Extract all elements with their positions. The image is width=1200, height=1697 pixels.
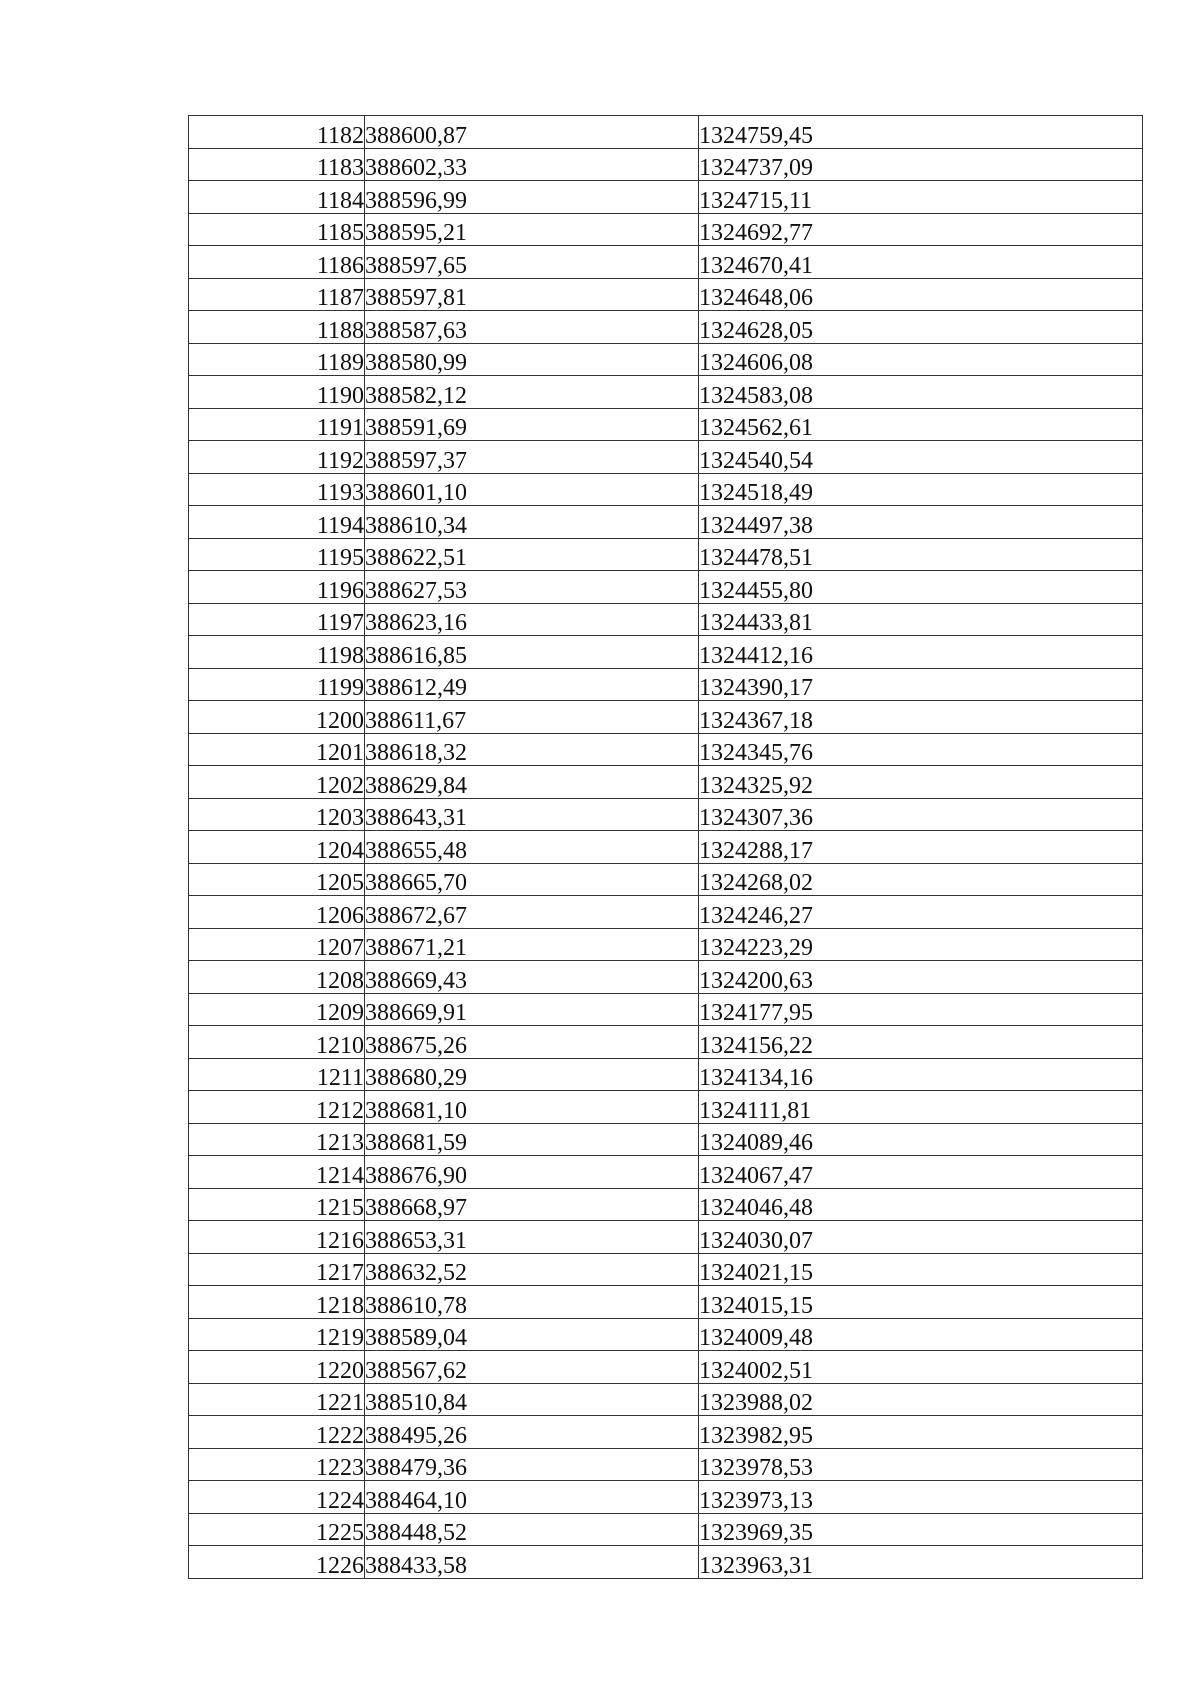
table-row — [189, 408, 1143, 441]
y-coordinate-cell: 1323988,02 — [699, 1383, 1143, 1416]
x-coordinate-cell: 388567,62 — [365, 1351, 699, 1384]
table-row — [189, 668, 1143, 701]
point-number-cell: 1213 — [189, 1123, 365, 1156]
y-coordinate-cell: 1324002,51 — [699, 1351, 1143, 1384]
y-coordinate-cell: 1324692,77 — [699, 213, 1143, 246]
table-row — [189, 636, 1143, 669]
y-coordinate-cell: 1324670,41 — [699, 246, 1143, 279]
table-row — [189, 1156, 1143, 1189]
x-coordinate-cell: 388600,87 — [365, 116, 699, 149]
point-number-cell: 1190 — [189, 376, 365, 409]
x-coordinate-cell: 388627,53 — [365, 571, 699, 604]
y-coordinate-cell: 1324759,45 — [699, 116, 1143, 149]
table-row — [189, 441, 1143, 474]
table-row — [189, 733, 1143, 766]
table-row — [189, 1123, 1143, 1156]
point-number-cell: 1217 — [189, 1253, 365, 1286]
table-row — [189, 1091, 1143, 1124]
y-coordinate-cell: 1324497,38 — [699, 506, 1143, 539]
point-number-cell: 1216 — [189, 1221, 365, 1254]
x-coordinate-cell: 388510,84 — [365, 1383, 699, 1416]
x-coordinate-cell: 388611,67 — [365, 701, 699, 734]
x-coordinate-cell: 388589,04 — [365, 1318, 699, 1351]
y-coordinate-cell: 1324200,63 — [699, 961, 1143, 994]
x-coordinate-cell: 388479,36 — [365, 1448, 699, 1481]
x-coordinate-cell: 388591,69 — [365, 408, 699, 441]
point-number-cell: 1212 — [189, 1091, 365, 1124]
y-coordinate-cell: 1324540,54 — [699, 441, 1143, 474]
y-coordinate-cell: 1324345,76 — [699, 733, 1143, 766]
table-row — [189, 1253, 1143, 1286]
x-coordinate-cell: 388602,33 — [365, 148, 699, 181]
point-number-cell: 1189 — [189, 343, 365, 376]
point-number-cell: 1223 — [189, 1448, 365, 1481]
x-coordinate-cell: 388681,10 — [365, 1091, 699, 1124]
point-number-cell: 1187 — [189, 278, 365, 311]
table-row — [189, 376, 1143, 409]
point-number-cell: 1206 — [189, 896, 365, 929]
x-coordinate-cell: 388629,84 — [365, 766, 699, 799]
point-number-cell: 1210 — [189, 1026, 365, 1059]
x-coordinate-cell: 388595,21 — [365, 213, 699, 246]
point-number-cell: 1197 — [189, 603, 365, 636]
coordinates-table — [188, 115, 1143, 1579]
x-coordinate-cell: 388655,48 — [365, 831, 699, 864]
point-number-cell: 1199 — [189, 668, 365, 701]
y-coordinate-cell: 1324268,02 — [699, 863, 1143, 896]
x-coordinate-cell: 388676,90 — [365, 1156, 699, 1189]
x-coordinate-cell: 388580,99 — [365, 343, 699, 376]
table-row — [189, 863, 1143, 896]
point-number-cell: 1211 — [189, 1058, 365, 1091]
table-row — [189, 148, 1143, 181]
y-coordinate-cell: 1324021,15 — [699, 1253, 1143, 1286]
table-row — [189, 1058, 1143, 1091]
x-coordinate-cell: 388623,16 — [365, 603, 699, 636]
point-number-cell: 1221 — [189, 1383, 365, 1416]
y-coordinate-cell: 1324478,51 — [699, 538, 1143, 571]
x-coordinate-cell: 388668,97 — [365, 1188, 699, 1221]
x-coordinate-cell: 388587,63 — [365, 311, 699, 344]
point-number-cell: 1205 — [189, 863, 365, 896]
y-coordinate-cell: 1324737,09 — [699, 148, 1143, 181]
table-row — [189, 571, 1143, 604]
point-number-cell: 1208 — [189, 961, 365, 994]
x-coordinate-cell: 388597,65 — [365, 246, 699, 279]
table-row — [189, 116, 1143, 149]
table-row — [189, 961, 1143, 994]
y-coordinate-cell: 1324562,61 — [699, 408, 1143, 441]
y-coordinate-cell: 1324134,16 — [699, 1058, 1143, 1091]
table-row — [189, 701, 1143, 734]
point-number-cell: 1186 — [189, 246, 365, 279]
y-coordinate-cell: 1323969,35 — [699, 1513, 1143, 1546]
table-row — [189, 213, 1143, 246]
table-row — [189, 1481, 1143, 1514]
x-coordinate-cell: 388448,52 — [365, 1513, 699, 1546]
table-row — [189, 1513, 1143, 1546]
point-number-cell: 1220 — [189, 1351, 365, 1384]
table-row — [189, 766, 1143, 799]
point-number-cell: 1218 — [189, 1286, 365, 1319]
x-coordinate-cell: 388596,99 — [365, 181, 699, 214]
y-coordinate-cell: 1323982,95 — [699, 1416, 1143, 1449]
y-coordinate-cell: 1323963,31 — [699, 1546, 1143, 1579]
point-number-cell: 1196 — [189, 571, 365, 604]
x-coordinate-cell: 388601,10 — [365, 473, 699, 506]
table-row — [189, 1286, 1143, 1319]
y-coordinate-cell: 1324390,17 — [699, 668, 1143, 701]
y-coordinate-cell: 1324518,49 — [699, 473, 1143, 506]
point-number-cell: 1182 — [189, 116, 365, 149]
point-number-cell: 1192 — [189, 441, 365, 474]
y-coordinate-cell: 1323978,53 — [699, 1448, 1143, 1481]
x-coordinate-cell: 388632,52 — [365, 1253, 699, 1286]
table-row — [189, 1188, 1143, 1221]
y-coordinate-cell: 1324715,11 — [699, 181, 1143, 214]
y-coordinate-cell: 1324177,95 — [699, 993, 1143, 1026]
point-number-cell: 1200 — [189, 701, 365, 734]
x-coordinate-cell: 388681,59 — [365, 1123, 699, 1156]
point-number-cell: 1191 — [189, 408, 365, 441]
point-number-cell: 1185 — [189, 213, 365, 246]
point-number-cell: 1195 — [189, 538, 365, 571]
y-coordinate-cell: 1324223,29 — [699, 928, 1143, 961]
point-number-cell: 1222 — [189, 1416, 365, 1449]
table-row — [189, 506, 1143, 539]
x-coordinate-cell: 388665,70 — [365, 863, 699, 896]
y-coordinate-cell: 1324455,80 — [699, 571, 1143, 604]
table-row — [189, 181, 1143, 214]
x-coordinate-cell: 388582,12 — [365, 376, 699, 409]
point-number-cell: 1207 — [189, 928, 365, 961]
table-row — [189, 1221, 1143, 1254]
table-row — [189, 831, 1143, 864]
y-coordinate-cell: 1324067,47 — [699, 1156, 1143, 1189]
table-row — [189, 993, 1143, 1026]
x-coordinate-cell: 388612,49 — [365, 668, 699, 701]
point-number-cell: 1226 — [189, 1546, 365, 1579]
x-coordinate-cell: 388680,29 — [365, 1058, 699, 1091]
table-row — [189, 798, 1143, 831]
x-coordinate-cell: 388495,26 — [365, 1416, 699, 1449]
x-coordinate-cell: 388675,26 — [365, 1026, 699, 1059]
point-number-cell: 1209 — [189, 993, 365, 1026]
point-number-cell: 1215 — [189, 1188, 365, 1221]
y-coordinate-cell: 1324606,08 — [699, 343, 1143, 376]
table-row — [189, 1026, 1143, 1059]
table-row — [189, 1351, 1143, 1384]
table-row — [189, 538, 1143, 571]
point-number-cell: 1204 — [189, 831, 365, 864]
x-coordinate-cell: 388610,78 — [365, 1286, 699, 1319]
x-coordinate-cell: 388464,10 — [365, 1481, 699, 1514]
point-number-cell: 1214 — [189, 1156, 365, 1189]
table-row — [189, 1318, 1143, 1351]
y-coordinate-cell: 1324412,16 — [699, 636, 1143, 669]
table-row — [189, 246, 1143, 279]
table-row — [189, 343, 1143, 376]
coordinates-table-body — [189, 116, 1143, 1579]
point-number-cell: 1183 — [189, 148, 365, 181]
table-row — [189, 473, 1143, 506]
y-coordinate-cell: 1323973,13 — [699, 1481, 1143, 1514]
y-coordinate-cell: 1324246,27 — [699, 896, 1143, 929]
x-coordinate-cell: 388597,81 — [365, 278, 699, 311]
point-number-cell: 1224 — [189, 1481, 365, 1514]
table-row — [189, 1546, 1143, 1579]
y-coordinate-cell: 1324648,06 — [699, 278, 1143, 311]
table-row — [189, 1416, 1143, 1449]
y-coordinate-cell: 1324030,07 — [699, 1221, 1143, 1254]
point-number-cell: 1225 — [189, 1513, 365, 1546]
x-coordinate-cell: 388669,91 — [365, 993, 699, 1026]
table-row — [189, 896, 1143, 929]
point-number-cell: 1219 — [189, 1318, 365, 1351]
table-row — [189, 603, 1143, 636]
x-coordinate-cell: 388610,34 — [365, 506, 699, 539]
x-coordinate-cell: 388433,58 — [365, 1546, 699, 1579]
y-coordinate-cell: 1324089,46 — [699, 1123, 1143, 1156]
y-coordinate-cell: 1324015,15 — [699, 1286, 1143, 1319]
x-coordinate-cell: 388597,37 — [365, 441, 699, 474]
point-number-cell: 1194 — [189, 506, 365, 539]
point-number-cell: 1198 — [189, 636, 365, 669]
x-coordinate-cell: 388643,31 — [365, 798, 699, 831]
x-coordinate-cell: 388653,31 — [365, 1221, 699, 1254]
y-coordinate-cell: 1324156,22 — [699, 1026, 1143, 1059]
y-coordinate-cell: 1324583,08 — [699, 376, 1143, 409]
point-number-cell: 1184 — [189, 181, 365, 214]
y-coordinate-cell: 1324111,81 — [699, 1091, 1143, 1124]
point-number-cell: 1201 — [189, 733, 365, 766]
y-coordinate-cell: 1324325,92 — [699, 766, 1143, 799]
point-number-cell: 1203 — [189, 798, 365, 831]
y-coordinate-cell: 1324288,17 — [699, 831, 1143, 864]
x-coordinate-cell: 388618,32 — [365, 733, 699, 766]
x-coordinate-cell: 388669,43 — [365, 961, 699, 994]
table-row — [189, 311, 1143, 344]
point-number-cell: 1202 — [189, 766, 365, 799]
y-coordinate-cell: 1324307,36 — [699, 798, 1143, 831]
table-row — [189, 928, 1143, 961]
point-number-cell: 1188 — [189, 311, 365, 344]
table-row — [189, 1448, 1143, 1481]
x-coordinate-cell: 388616,85 — [365, 636, 699, 669]
y-coordinate-cell: 1324009,48 — [699, 1318, 1143, 1351]
x-coordinate-cell: 388622,51 — [365, 538, 699, 571]
x-coordinate-cell: 388671,21 — [365, 928, 699, 961]
y-coordinate-cell: 1324367,18 — [699, 701, 1143, 734]
table-row — [189, 278, 1143, 311]
point-number-cell: 1193 — [189, 473, 365, 506]
x-coordinate-cell: 388672,67 — [365, 896, 699, 929]
table-row — [189, 1383, 1143, 1416]
y-coordinate-cell: 1324433,81 — [699, 603, 1143, 636]
y-coordinate-cell: 1324628,05 — [699, 311, 1143, 344]
y-coordinate-cell: 1324046,48 — [699, 1188, 1143, 1221]
